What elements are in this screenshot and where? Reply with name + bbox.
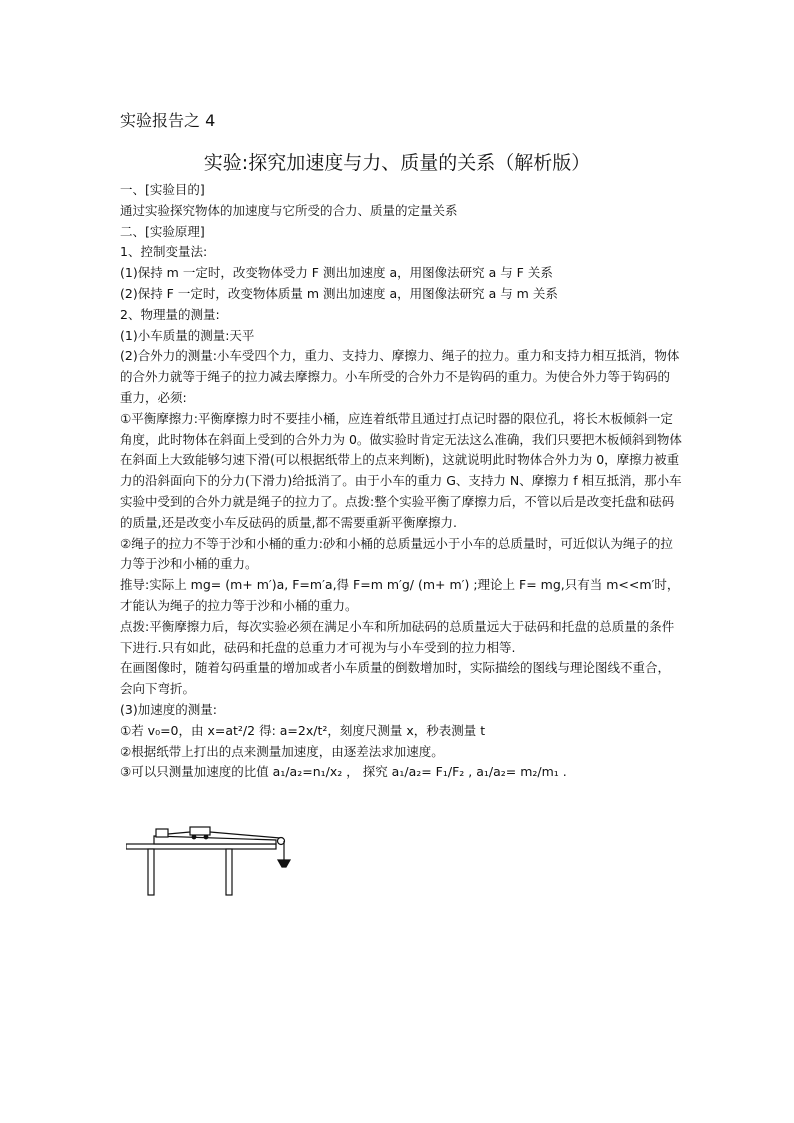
table-leg-left xyxy=(148,849,154,895)
paragraph: 在画图像时，随着勾码重量的增加或者小车质量的倒数增加时，实际描绘的图线与理论图线不重合，会向下弯折。 xyxy=(120,660,671,697)
paragraph: ①平衡摩擦力:平衡摩擦力时不要挂小桶，应连着纸带且通过打点记时器的限位孔，将长木板倾斜一定角度，此时物体在斜面上受到的合外力为 0。做实验时肯定无法这么准确，我们只要把木板倾斜到物体在斜面上大致能够匀速下滑(可以根据纸带上的点来判断)，这就说明此时物体合外力为 0，摩擦力被重力的沿斜面向下的分力(下滑力)给抵消了。由于小车的重力 G、支持力 N、摩擦力 f 相互抵消，那小车实验中受到的合外力就是绳子的拉力了。点拨:整个实验平衡了摩擦力后，不管以后是改变托盘和砝码的质量,还是改变小车反砝码的质量,都不需要重新平衡摩擦力. xyxy=(120,410,682,530)
paragraph: (3)加速度的测量: xyxy=(120,701,217,717)
paragraph: 推导:实际上 mg= (m+ m′)a, F=m′a,得 F=m m′g/ (m+ m′) ;理论上 F= mg,只有当 m<<m′时，才能认为绳子的拉力等于沙和小桶的重力。 xyxy=(120,577,680,613)
paragraph: 点拨:平衡摩擦力后，每次实验必须在满足小车和所加砝码的总质量远大于砝码和托盘的总质量的条件下进行.只有如此，砝码和托盘的总重力才可视为与小车受到的拉力相等. xyxy=(120,618,675,655)
paragraph: ①若 v₀=0，由 x=at²/2 得: a=2x/t²，刻度尺测量 x，秒表测量 t xyxy=(120,722,486,738)
timer-icon xyxy=(156,829,168,837)
paragraph: (2)合外力的测量:小车受四个力，重力、支持力、摩擦力、绳子的拉力。重力和支持力相互抵消，物体的合外力就等于绳子的拉力减去摩擦力。小车所受的合外力不是钩码的重力。为使合外力等于钩码的重力，必须: xyxy=(120,348,680,405)
paragraph: 1、控制变量法: xyxy=(120,244,208,260)
cart-icon xyxy=(190,827,210,835)
paragraph: ②绳子的拉力不等于沙和小桶的重力:砂和小桶的总质量远小于小车的总质量时，可近似认为绳子的拉力等于沙和小桶的重力。 xyxy=(120,535,673,572)
paragraph: ③可以只测量加速度的比值 a₁/a₂=n₁/x₂ ， 探究 a₁/a₂= F₁/F₂ , a₁/a₂= m₂/m₁ . xyxy=(120,764,567,780)
paragraph: ②根据纸带上打出的点来测量加速度，由逐差法求加速度。 xyxy=(120,743,444,759)
document-body xyxy=(120,180,682,783)
paragraph: (1)保持 m 一定时，改变物体受力 F 测出加速度 a，用图像法研究 a 与 F 关系 xyxy=(120,265,553,281)
apparatus-illustration xyxy=(126,814,306,898)
main-title: 实验:探究加速度与力、质量的关系（解析版） xyxy=(203,152,591,174)
hanging-weight-icon xyxy=(278,860,290,867)
inclined-board xyxy=(154,836,276,844)
series-title: 实验报告之 4 xyxy=(120,111,216,130)
paragraph: (1)小车质量的测量:天平 xyxy=(120,327,255,343)
paragraph: (2)保持 F 一定时，改变物体质量 m 测出加速度 a，用图像法研究 a 与 m 关系 xyxy=(120,285,558,301)
string xyxy=(210,832,280,838)
section-heading: 一、[实验目的] xyxy=(120,182,205,197)
paragraph: 通过实验探究物体的加速度与它所受的合力、质量的定量关系 xyxy=(120,202,458,218)
table-top xyxy=(126,844,276,849)
paragraph: 2、物理量的测量: xyxy=(120,306,220,322)
section-heading: 二、[实验原理] xyxy=(120,223,205,239)
table-leg-right xyxy=(226,849,232,895)
